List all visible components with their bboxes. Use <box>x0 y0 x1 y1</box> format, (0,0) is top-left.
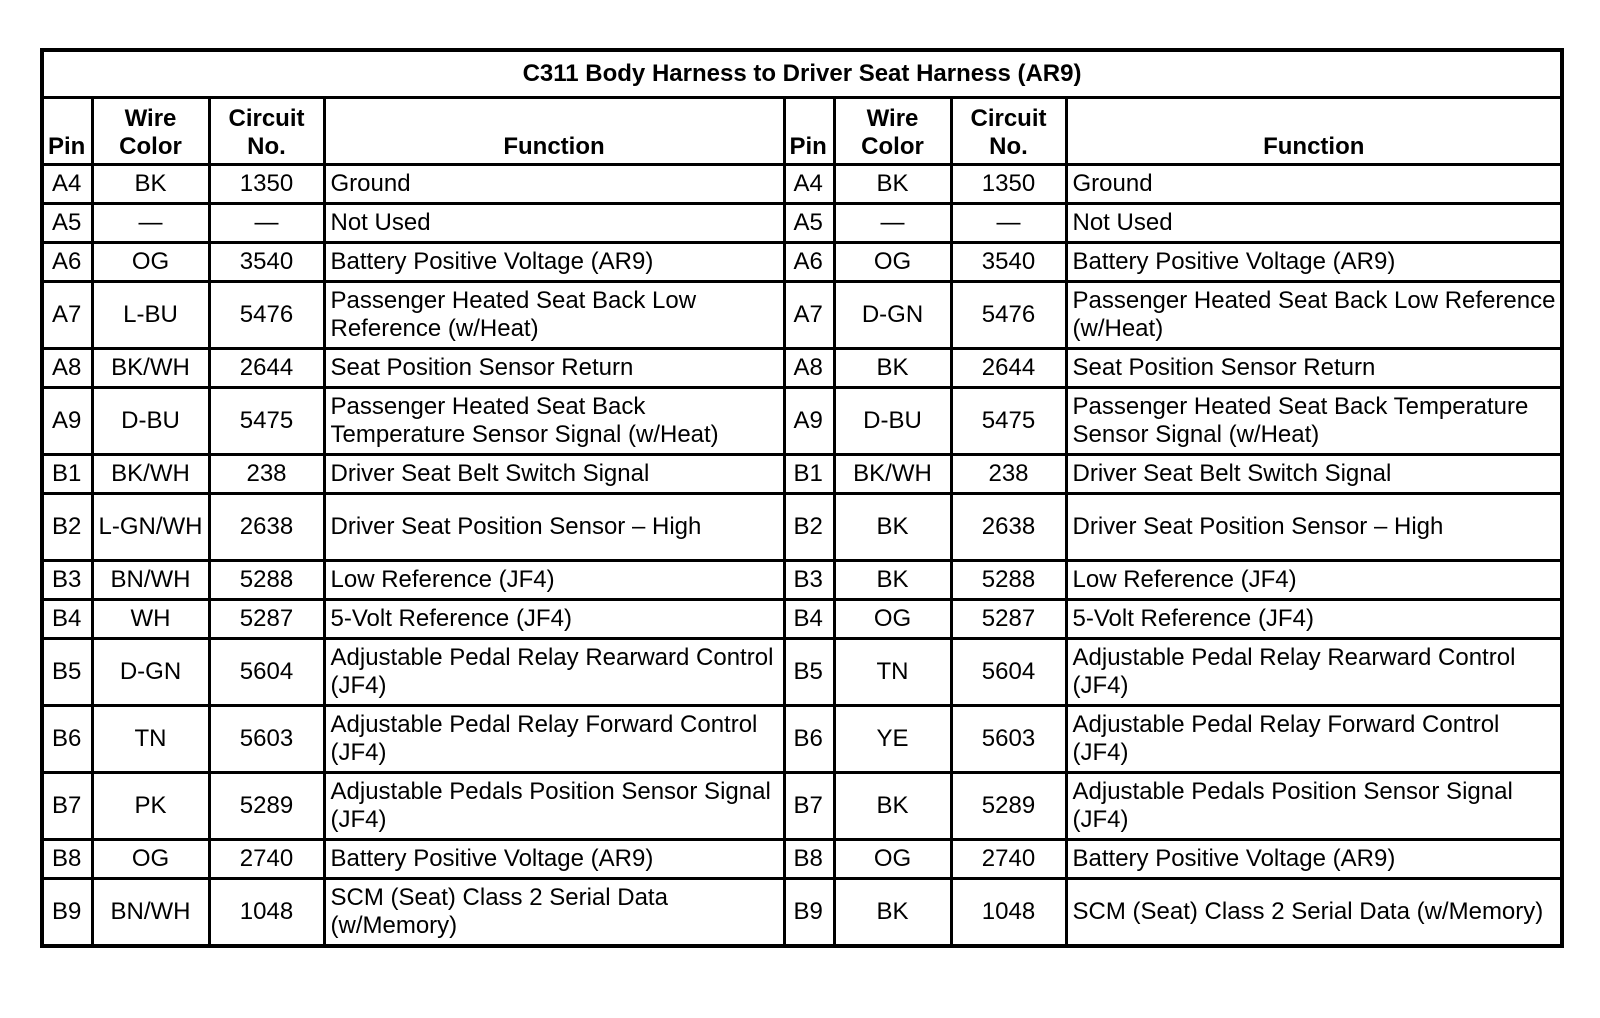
wire-color-left: TN <box>92 706 209 773</box>
function-right: SCM (Seat) Class 2 Serial Data (w/Memory) <box>1066 879 1562 947</box>
table-row <box>42 879 1562 947</box>
function-right: Battery Positive Voltage (AR9) <box>1066 243 1562 282</box>
pin-right: B9 <box>784 879 834 947</box>
table-row <box>42 706 1562 773</box>
pin-left: B6 <box>42 706 92 773</box>
pin-right: A6 <box>784 243 834 282</box>
wire-color-right: BK/WH <box>834 455 951 494</box>
function-left: Battery Positive Voltage (AR9) <box>324 243 784 282</box>
wire-color-left: L-BU <box>92 282 209 349</box>
circuit-no-left: — <box>209 204 324 243</box>
wire-color-left: BK/WH <box>92 349 209 388</box>
pin-right: A4 <box>784 165 834 204</box>
wire-color-left: BN/WH <box>92 879 209 947</box>
pin-left: B4 <box>42 600 92 639</box>
function-left: Battery Positive Voltage (AR9) <box>324 840 784 879</box>
header-wire-color-left: Wire Color <box>92 98 209 165</box>
function-right: Not Used <box>1066 204 1562 243</box>
pin-left: B3 <box>42 561 92 600</box>
circuit-no-left: 2644 <box>209 349 324 388</box>
table-row <box>42 204 1562 243</box>
function-right: Adjustable Pedal Relay Forward Control (JF4) <box>1066 706 1562 773</box>
circuit-no-left: 3540 <box>209 243 324 282</box>
circuit-no-right: 1350 <box>951 165 1066 204</box>
table-row <box>42 282 1562 349</box>
function-right: Adjustable Pedal Relay Rearward Control (JF4) <box>1066 639 1562 706</box>
pin-left: A9 <box>42 388 92 455</box>
wire-color-right: BK <box>834 773 951 840</box>
pin-left: B2 <box>42 494 92 561</box>
function-right: Low Reference (JF4) <box>1066 561 1562 600</box>
wire-color-right: TN <box>834 639 951 706</box>
wire-color-left: WH <box>92 600 209 639</box>
wire-color-left: PK <box>92 773 209 840</box>
circuit-no-left: 1048 <box>209 879 324 947</box>
table-row <box>42 600 1562 639</box>
pin-left: B1 <box>42 455 92 494</box>
function-right: Ground <box>1066 165 1562 204</box>
circuit-no-right: 238 <box>951 455 1066 494</box>
pin-right: A9 <box>784 388 834 455</box>
function-right: Driver Seat Belt Switch Signal <box>1066 455 1562 494</box>
wire-color-left: BK/WH <box>92 455 209 494</box>
pin-left: B5 <box>42 639 92 706</box>
pin-left: B9 <box>42 879 92 947</box>
table-row <box>42 639 1562 706</box>
pin-left: A6 <box>42 243 92 282</box>
table-title: C311 Body Harness to Driver Seat Harness (AR9) <box>42 50 1562 98</box>
wire-color-right: OG <box>834 243 951 282</box>
header-circuit-no-right: Circuit No. <box>951 98 1066 165</box>
table-row <box>42 773 1562 840</box>
header-function-left: Function <box>324 98 784 165</box>
function-left: Ground <box>324 165 784 204</box>
circuit-no-left: 1350 <box>209 165 324 204</box>
header-circuit-no-left: Circuit No. <box>209 98 324 165</box>
wire-color-right: BK <box>834 165 951 204</box>
wire-color-right: YE <box>834 706 951 773</box>
pin-right: B5 <box>784 639 834 706</box>
circuit-no-right: 5603 <box>951 706 1066 773</box>
wire-color-right: BK <box>834 494 951 561</box>
circuit-no-right: 5289 <box>951 773 1066 840</box>
circuit-no-left: 5475 <box>209 388 324 455</box>
function-left: Passenger Heated Seat Back Temperature Sensor Signal (w/Heat) <box>324 388 784 455</box>
table-row <box>42 455 1562 494</box>
circuit-no-left: 5287 <box>209 600 324 639</box>
function-left: Adjustable Pedal Relay Forward Control (JF4) <box>324 706 784 773</box>
wire-color-left: BK <box>92 165 209 204</box>
wire-color-left: D-GN <box>92 639 209 706</box>
circuit-no-right: 5475 <box>951 388 1066 455</box>
table-row <box>42 561 1562 600</box>
table-row <box>42 243 1562 282</box>
function-right: Driver Seat Position Sensor – High <box>1066 494 1562 561</box>
title-row <box>42 50 1562 98</box>
pin-right: B3 <box>784 561 834 600</box>
wire-color-right: BK <box>834 879 951 947</box>
circuit-no-left: 5289 <box>209 773 324 840</box>
function-left: SCM (Seat) Class 2 Serial Data (w/Memory) <box>324 879 784 947</box>
pin-left: A8 <box>42 349 92 388</box>
pin-left: A5 <box>42 204 92 243</box>
circuit-no-left: 5476 <box>209 282 324 349</box>
circuit-no-right: 3540 <box>951 243 1066 282</box>
pin-right: B8 <box>784 840 834 879</box>
header-wire-color-right: Wire Color <box>834 98 951 165</box>
circuit-no-right: 2644 <box>951 349 1066 388</box>
circuit-no-left: 2740 <box>209 840 324 879</box>
function-right: Adjustable Pedals Position Sensor Signal (JF4) <box>1066 773 1562 840</box>
table-row <box>42 840 1562 879</box>
function-left: Low Reference (JF4) <box>324 561 784 600</box>
circuit-no-right: 2638 <box>951 494 1066 561</box>
pin-right: A5 <box>784 204 834 243</box>
circuit-no-right: 5287 <box>951 600 1066 639</box>
wire-color-right: — <box>834 204 951 243</box>
table-row <box>42 165 1562 204</box>
function-right: Passenger Heated Seat Back Low Reference (w/Heat) <box>1066 282 1562 349</box>
circuit-no-right: — <box>951 204 1066 243</box>
function-left: Driver Seat Belt Switch Signal <box>324 455 784 494</box>
function-left: Adjustable Pedal Relay Rearward Control (JF4) <box>324 639 784 706</box>
table-row <box>42 349 1562 388</box>
wire-color-right: BK <box>834 349 951 388</box>
function-left: Not Used <box>324 204 784 243</box>
wire-color-left: OG <box>92 243 209 282</box>
wire-color-right: D-GN <box>834 282 951 349</box>
pin-left: B8 <box>42 840 92 879</box>
header-row <box>42 98 1562 165</box>
function-left: 5-Volt Reference (JF4) <box>324 600 784 639</box>
table-body <box>42 165 1562 947</box>
circuit-no-left: 5603 <box>209 706 324 773</box>
function-right: Passenger Heated Seat Back Temperature Sensor Signal (w/Heat) <box>1066 388 1562 455</box>
wire-color-right: BK <box>834 561 951 600</box>
connector-pinout-table <box>40 48 1564 948</box>
pin-right: B6 <box>784 706 834 773</box>
circuit-no-left: 5604 <box>209 639 324 706</box>
connector-table-sheet <box>40 48 1560 948</box>
wire-color-right: OG <box>834 840 951 879</box>
wire-color-left: — <box>92 204 209 243</box>
pin-right: B7 <box>784 773 834 840</box>
wire-color-left: L-GN/WH <box>92 494 209 561</box>
pin-left: A4 <box>42 165 92 204</box>
circuit-no-right: 5604 <box>951 639 1066 706</box>
header-pin-left: Pin <box>42 98 92 165</box>
table-row <box>42 494 1562 561</box>
pin-left: B7 <box>42 773 92 840</box>
circuit-no-left: 2638 <box>209 494 324 561</box>
circuit-no-right: 2740 <box>951 840 1066 879</box>
header-pin-right: Pin <box>784 98 834 165</box>
pin-right: A8 <box>784 349 834 388</box>
wire-color-right: D-BU <box>834 388 951 455</box>
circuit-no-right: 5288 <box>951 561 1066 600</box>
wire-color-left: OG <box>92 840 209 879</box>
pin-right: B2 <box>784 494 834 561</box>
function-left: Passenger Heated Seat Back Low Reference (w/Heat) <box>324 282 784 349</box>
function-left: Driver Seat Position Sensor – High <box>324 494 784 561</box>
pin-right: B4 <box>784 600 834 639</box>
function-left: Adjustable Pedals Position Sensor Signal (JF4) <box>324 773 784 840</box>
wire-color-left: D-BU <box>92 388 209 455</box>
function-right: 5-Volt Reference (JF4) <box>1066 600 1562 639</box>
pin-right: A7 <box>784 282 834 349</box>
function-right: Battery Positive Voltage (AR9) <box>1066 840 1562 879</box>
circuit-no-right: 1048 <box>951 879 1066 947</box>
wire-color-right: OG <box>834 600 951 639</box>
circuit-no-left: 5288 <box>209 561 324 600</box>
circuit-no-left: 238 <box>209 455 324 494</box>
function-left: Seat Position Sensor Return <box>324 349 784 388</box>
circuit-no-right: 5476 <box>951 282 1066 349</box>
header-function-right: Function <box>1066 98 1562 165</box>
wire-color-left: BN/WH <box>92 561 209 600</box>
pin-left: A7 <box>42 282 92 349</box>
function-right: Seat Position Sensor Return <box>1066 349 1562 388</box>
pin-right: B1 <box>784 455 834 494</box>
table-row <box>42 388 1562 455</box>
